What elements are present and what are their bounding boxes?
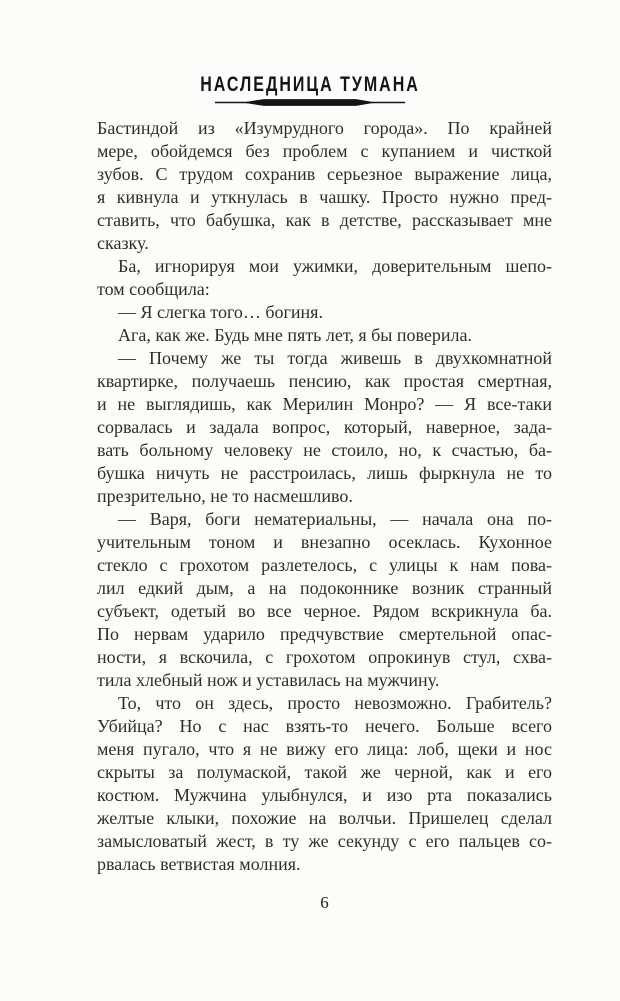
text-line: сказку.: [97, 233, 149, 253]
text-line: мере, обойдемся без проблем с купанием и чисткой: [97, 141, 552, 161]
text-line: лил едкий дым, а на подоконнике возник странный: [97, 578, 552, 598]
text-line: квартирке, получаешь пенсию, как простая смертная,: [97, 371, 552, 391]
text-line: бушка ничуть не расстроилась, лишь фыркнула не то: [97, 463, 552, 483]
text-line: презрительно, не то насмешливо.: [97, 486, 353, 506]
text-line: субъект, одетый во все черное. Рядом вскрикнула ба.: [97, 601, 552, 621]
text-line: рвалась ветвистая молния.: [97, 854, 301, 874]
text-line: желтые клыки, похожие на волчьи. Пришелец сделал: [97, 808, 552, 828]
text-line: скрыты за полумаской, такой же черной, как и его: [97, 762, 552, 782]
text-line: Убийца? Но с нас взять-то нечего. Больше всего: [97, 716, 552, 736]
chapter-title: НАСЛЕДНИЦА ТУМАНА: [200, 74, 420, 97]
text-line: — Варя, боги нематериальны, — начала она по-: [118, 509, 552, 529]
page-number: 6: [320, 893, 329, 912]
text-line: сорвалась и задала вопрос, который, наверное, зада-: [97, 417, 552, 437]
text-line: ности, я вскочила, с грохотом опрокинув стул, схва-: [97, 647, 552, 667]
text-line: я кивнула и уткнулась в чашку. Просто нужно пред-: [97, 187, 552, 207]
text-line: — Почему же ты тогда живешь в двухкомнатной: [118, 348, 552, 368]
text-line: зубов. С трудом сохранив серьезное выражение лица,: [97, 164, 552, 184]
text-line: тила хлебный нож и уставилась на мужчину.: [97, 670, 440, 690]
chapter-header: [0, 74, 620, 107]
text-line: меня пугало, что я не вижу его лица: лоб, щеки и нос: [97, 739, 552, 759]
text-line: Ага, как же. Будь мне пять лет, я бы поверила.: [118, 325, 473, 345]
text-line: замысловатый жест, в ту же секунду с его пальцев со-: [97, 831, 552, 851]
text-line: вать больному человеку не стоило, но, к счастью, ба-: [97, 440, 552, 460]
text-line: Ба, игнорируя мои ужимки, доверительным шепо-: [118, 256, 552, 276]
text-line: То, что он здесь, просто невозможно. Грабитель?: [118, 693, 552, 713]
text-line: Бастиндой из «Изумрудного города». По крайней: [97, 118, 552, 138]
page-body-text: [97, 117, 552, 876]
text-line: По нервам ударило предчувствие смертельной опас-: [97, 624, 552, 644]
text-line: костюм. Мужчина улыбнулся, и изо рта показались: [97, 785, 552, 805]
text-line: ставить, что бабушка, как в детстве, рассказывает мне: [97, 210, 552, 230]
text-line: стекло с грохотом разлетелось, с улицы к нам пова-: [97, 555, 552, 575]
page-footer: [97, 893, 552, 913]
text-line: учительным тоном и внезапно осеклась. Кухонное: [97, 532, 552, 552]
text-line: том сообщила:: [97, 279, 210, 299]
text-line: и не выглядишь, как Мерилин Монро? — Я все-таки: [97, 394, 552, 414]
text-line: — Я слегка того… богиня.: [118, 302, 323, 322]
title-underline-ornament: [214, 98, 406, 107]
